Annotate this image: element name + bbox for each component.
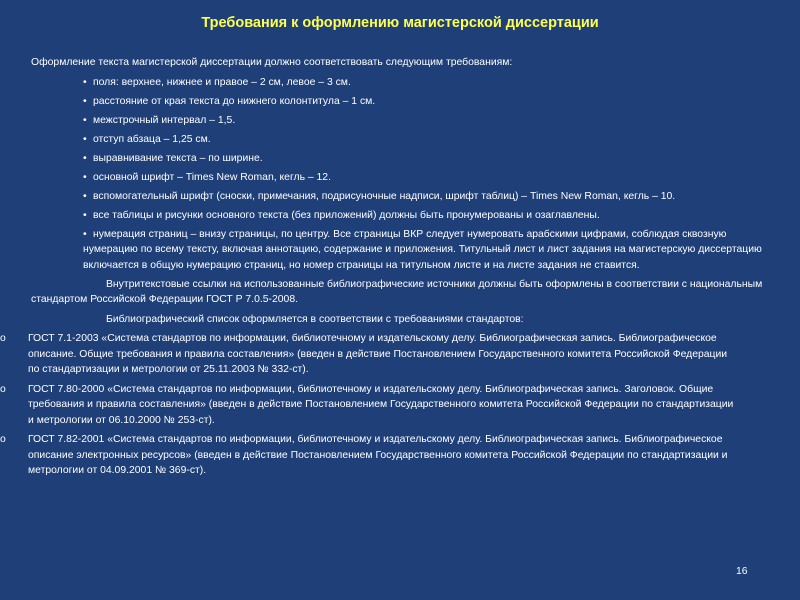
list-item <box>83 189 771 205</box>
reference-text: ГОСТ 7.82-2001 «Система стандартов по информации, библиотечному и издательскому делу. Библиографическая запись. Библиографическое описание электронных ресурсов» (введен в действие Постановлением Государственного комитета Российской Федерации по стандартизации и метрологии от 04.09.2001 № 369-ст). <box>28 434 728 476</box>
page-number: 16 <box>736 566 748 577</box>
ref-marker: o <box>0 333 6 344</box>
reference-item <box>0 331 740 378</box>
list-item <box>83 113 771 129</box>
citations-paragraph: Внутритекстовые ссылки на использованные библиографические источники должны быть оформлены в соответствии с национальным стандартом Российской Федерации ГОСТ Р 7.0.5-2008. <box>31 278 763 305</box>
ref-marker: o <box>0 434 6 445</box>
bullet-marker: • <box>83 152 87 164</box>
list-item <box>83 132 771 148</box>
list-item <box>83 151 771 167</box>
list-item-text: нумерация страниц – внизу страницы, по центру. Все страницы ВКР следует нумеровать арабскими цифрами, соблюдая сквозную нумерацию по всему тексту, включая аннотацию, содержание и приложения. Титульный лист и лист задания на магистерскую диссертацию включается в общую нумерацию страниц, но номер страницы на титульном листе и на листе задания не ставится. <box>83 228 762 271</box>
reference-text: ГОСТ 7.1-2003 «Система стандартов по информации, библиотечному и издательскому делу. Библиографическая запись. Библиографическое описание. Общие требования и правила составления» (введен в действие Постановлением Государственного комитета Российской Федерации по стандартизации и метрологии от 25.11.2003 № 332-ст). <box>28 333 728 375</box>
list-item-text: основной шрифт – Times New Roman, кегль – 12. <box>93 171 331 183</box>
reference-item <box>0 432 740 479</box>
slide-title: Требования к оформлению магистерской диссертации <box>201 15 599 31</box>
list-item <box>83 208 771 224</box>
bullet-marker: • <box>83 114 87 126</box>
reference-item <box>0 382 740 429</box>
list-item-text: поля: верхнее, нижнее и правое – 2 см, левое – 3 см. <box>93 76 351 88</box>
list-item <box>83 94 771 110</box>
list-item-text: вспомогательный шрифт (сноски, примечания, подрисуночные надписи, шрифт таблиц) – Times New Roman, кегль – 10. <box>93 190 676 202</box>
bullet-marker: • <box>83 171 87 183</box>
intro-text: Оформление текста магистерской диссертации должно соответствовать следующим требованиям: <box>31 57 513 68</box>
list-item-text: расстояние от края текста до нижнего колонтитула – 1 см. <box>93 95 376 107</box>
bullet-marker: • <box>83 76 87 88</box>
requirements-list <box>31 75 771 274</box>
list-item <box>83 227 771 274</box>
list-item-text: межстрочный интервал – 1,5. <box>93 114 236 126</box>
bullet-marker: • <box>83 228 87 240</box>
references-list <box>0 331 771 479</box>
bullet-marker: • <box>83 133 87 145</box>
list-item-text: отступ абзаца – 1,25 см. <box>93 133 211 145</box>
list-item-text: все таблицы и рисунки основного текста (без приложений) должны быть пронумерованы и озаглавлены. <box>93 209 600 221</box>
bullet-marker: • <box>83 95 87 107</box>
ref-marker: o <box>0 383 6 395</box>
slide-content <box>0 55 771 483</box>
list-item <box>83 170 771 186</box>
reference-text: ГОСТ 7.80-2000 «Система стандартов по информации, библиотечному и издательскому делу. Библиографическая запись. Заголовок. Общие требования и правила составления» (введен в действие Постановлением Государственного комитета Российской Федерации по стандартизации и метрологии от 06.10.2000 № 253-ст). <box>28 383 734 426</box>
bibliography-paragraph: Библиографический список оформляется в соответствии с требованиями стандартов: <box>106 313 524 325</box>
list-item-text: выравнивание текста – по ширине. <box>93 152 263 164</box>
list-item <box>83 75 771 91</box>
bullet-marker: • <box>83 209 87 221</box>
bullet-marker: • <box>83 190 87 202</box>
